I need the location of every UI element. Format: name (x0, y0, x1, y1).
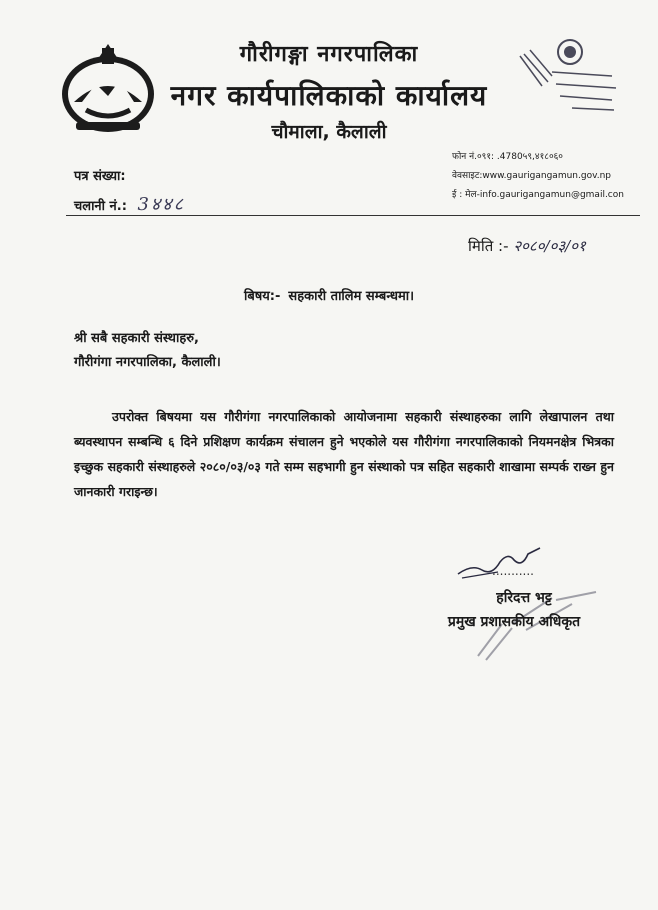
chalani-number (74, 192, 185, 216)
office-location: चौमाला, कैलाली (271, 121, 387, 143)
letter-subject (0, 286, 658, 304)
signer-title: प्रमुख प्रशासकीय अधिकृत (447, 614, 581, 630)
date-value: २०८०/०३/०१ (513, 237, 586, 255)
contact-website: वेवसाइट:www.gaurigangamun.gov.np (452, 171, 611, 181)
letter-date (468, 236, 586, 256)
patra-sankhya (74, 166, 126, 184)
contact-phone: फोन नं.०९१: .4780५९,४१८०६० (452, 152, 563, 162)
signer-name: हरिदत्त भट्ट (496, 590, 552, 606)
subject-text: सहकारी तालिम सम्बन्धमा। (288, 289, 415, 304)
municipality-name: गौरीगङ्गा नगरपालिका (239, 42, 419, 67)
date-label: मिति :- (468, 237, 509, 255)
contact-email: ई : मेल-info.gaurigangamun@gmail.con (452, 190, 624, 200)
header-divider (66, 215, 640, 216)
recipient-line-2: गौरीगंगा नगरपालिका, कैलाली। (74, 355, 221, 370)
contact-block (452, 148, 652, 205)
chalani-value: 3४४८ (137, 194, 185, 215)
letter-body: उपरोक्त बिषयमा यस गौरीगंगा नगरपालिकाको आयोजनामा सहकारी संस्थाहरुका लागि लेखापालन तथा ब्यवस्थापन सम्बन्धि ६ दिने प्रशिक्षण कार्यक्रम संचालन हुने भएकोले यस गौरीगंगा नगरपालिकाको नियमनक्षेत्र भित्रका इच्छुक सहकारी संस्थाहरुले २०८०/०३/०३ गते सम्म सहभागी हुन संस्थाको पत्र सहित सहकारी शाखामा सम्पर्क राख्न हुन जानकारी गराइन्छ। (74, 409, 614, 499)
chalani-label: चलानी नं.: (74, 199, 127, 214)
patra-sankhya-label: पत्र संख्या: (74, 169, 126, 184)
signature-dots: ........... (492, 564, 534, 578)
subject-label: बिषय:- (243, 289, 281, 304)
recipient-line-1: श्री सबै सहकारी संस्थाहरु, (74, 331, 199, 346)
office-name: नगर कार्यपालिकाको कार्यालय (170, 79, 488, 112)
